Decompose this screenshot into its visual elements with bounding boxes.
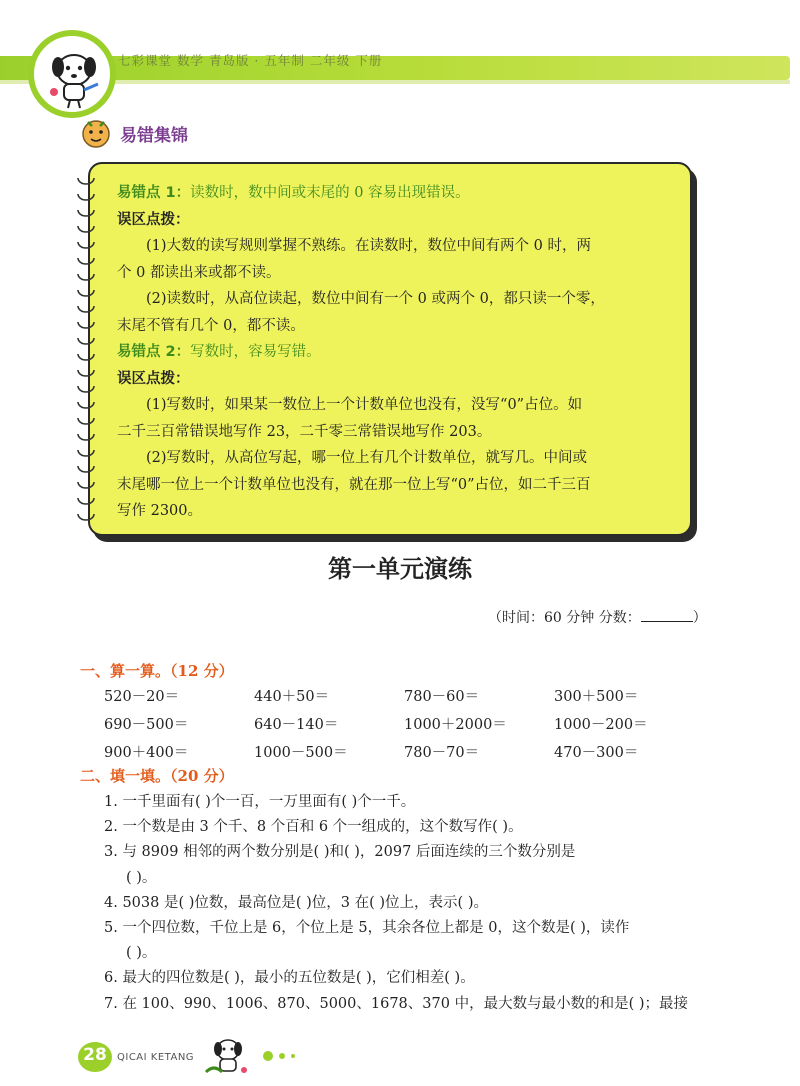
keypoint-2: 易错点 2：写数时，容易写错。 — [117, 344, 321, 360]
fill-item-7: 7. 在 100、990、1006、870、5000、1678、370 中，最大数与最小数的和是( )；最接 — [104, 995, 688, 1012]
notebook-spiral-icon — [72, 172, 106, 532]
section-title: 易错集锦 — [120, 126, 188, 146]
calc-row — [104, 713, 704, 741]
page-number: 28 — [83, 1045, 107, 1065]
calc-item: 1000－200＝ — [554, 717, 648, 733]
fill-item-1: 1. 一千里面有( )个一百，一万里面有( )个一千。 — [104, 794, 416, 810]
note-line: (1)写数时，如果某一数位上一个计数单位也没有，没写“0”占位。如 — [146, 397, 583, 413]
unit-title: 第一单元演练 — [328, 555, 472, 583]
calc-item: 300＋500＝ — [554, 689, 639, 705]
fill-item-2: 2. 一个数是由 3 个千、8 个百和 6 个一组成的，这个数写作( )。 — [104, 819, 523, 836]
note-line: 二千三百常错误地写作 23，二千零三常错误地写作 203。 — [117, 423, 492, 440]
note-line: 末尾哪一位上一个计数单位也没有，就在那一位上写“0”占位，如二千三百 — [117, 476, 591, 493]
keypoint-1: 易错点 1：读数时，数中间或末尾的 0 容易出现错误。 — [117, 185, 470, 201]
footer-mascot-icon — [200, 1034, 256, 1078]
calc-grid — [104, 685, 704, 769]
calc-item: 440＋50＝ — [254, 689, 330, 705]
footer-brand: QICAI KETANG — [117, 1052, 195, 1063]
fill-item-4: 4. 5038 是( )位数，最高位是( )位，3 在( )位上，表示( )。 — [104, 894, 488, 911]
calc-item: 1000＋2000＝ — [404, 717, 507, 733]
note-line: 写作 2300。 — [117, 503, 203, 519]
calc-item: 690－500＝ — [104, 717, 189, 733]
calc-row — [104, 685, 704, 713]
fill-item-5-cont: ( )。 — [126, 945, 157, 962]
question-2-heading: 二、填一填。（20 分） — [80, 767, 234, 785]
note-line: (2)读数时，从高位读起，数位中间有一个 0 或两个 0，都只读一个零， — [146, 291, 605, 307]
calc-item: 900＋400＝ — [104, 745, 189, 761]
calc-item: 470－300＝ — [554, 745, 639, 761]
time-score-line: （时间：60 分钟 分数： ） — [488, 610, 707, 626]
calc-item: 640－140＝ — [254, 717, 339, 733]
fill-item-5: 5. 一个四位数，千位上是 6，个位上是 5，其余各位上都是 0，这个数是( )，读作 — [104, 920, 630, 937]
footer-dots-icon — [262, 1050, 302, 1062]
mascot-dog-icon — [40, 40, 108, 110]
notebook-content — [117, 180, 677, 525]
fill-item-6: 6. 最大的四位数是( )，最小的五位数是( )，它们相差( )。 — [104, 970, 475, 987]
calc-item: 1000－500＝ — [254, 745, 348, 761]
fill-item-3-cont: ( )。 — [126, 869, 157, 886]
hint-label-1: 误区点拨： — [117, 211, 190, 228]
header-bar-underline — [0, 80, 790, 84]
header-series-title: 七彩课堂 数学 青岛版 · 五年制 二年级 下册 — [118, 53, 383, 68]
calc-item: 780－70＝ — [404, 745, 480, 761]
fill-in-list — [104, 790, 734, 1017]
calc-item: 780－60＝ — [404, 689, 480, 705]
note-line: 末尾不管有几个 0，都不读。 — [117, 317, 305, 334]
note-line: (1)大数的读写规则掌握不熟练。在读数时，数位中间有两个 0 时，两 — [146, 238, 591, 254]
hint-label-2: 误区点拨： — [117, 370, 190, 387]
calc-item: 520－20＝ — [104, 689, 180, 705]
fill-item-3: 3. 与 8909 相邻的两个数分别是( )和( )，2097 后面连续的三个数分别是 — [104, 844, 576, 861]
question-1-heading: 一、算一算。（12 分） — [80, 662, 234, 680]
note-line: 个 0 都读出来或都不读。 — [117, 264, 281, 281]
score-blank[interactable] — [641, 608, 693, 622]
section-mascot-icon — [78, 116, 114, 152]
note-line: (2)写数时，从高位写起，哪一位上有几个计数单位，就写几。中间或 — [146, 450, 588, 466]
